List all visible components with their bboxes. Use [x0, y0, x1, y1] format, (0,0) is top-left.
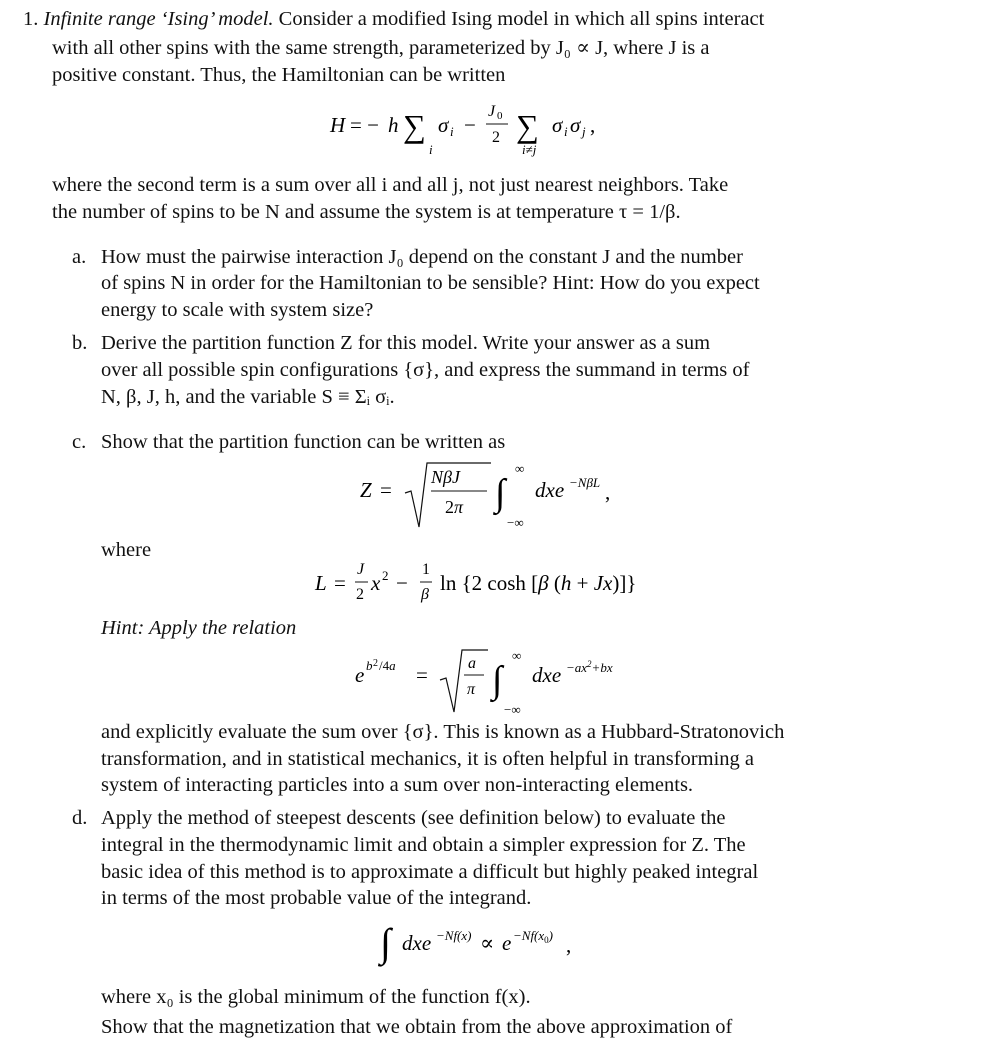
problem-after-line1: where the second term is a sum over all i and all j, not just nearest neighbors. Take — [52, 174, 729, 196]
svg-text:,: , — [590, 113, 596, 137]
part-c-line1: Show that the partition function can be written as — [101, 431, 506, 453]
svg-text:∫: ∫ — [495, 472, 506, 514]
problem-title: Infinite range ‘Ising’ model. — [43, 8, 274, 30]
svg-text:,: , — [566, 933, 572, 957]
svg-text:σ: σ — [438, 113, 449, 137]
svg-text:2π: 2π — [445, 497, 464, 517]
part-d-after: where x₀ is the global minimum of the function f(x). — [101, 986, 531, 1008]
part-c-after3: system of interacting particles into a sum over non-interacting elements. — [101, 774, 694, 796]
svg-text:a: a — [468, 655, 476, 672]
svg-text:−Nf(x0): $-Nf(x_0)$ — [513, 928, 553, 945]
svg-text:i: i — [564, 124, 568, 139]
hubbard-stratonovich-equation — [350, 640, 650, 725]
part-d-line3: basic idea of this method is to approximate a difficult but highly peaked integral — [101, 861, 759, 883]
problem-intro-line3: positive constant. Thus, the Hamiltonian can be written — [52, 64, 506, 86]
svg-text:2: 2 — [373, 658, 378, 669]
part-a-line1: How must the pairwise interaction J₀ depend on the constant J and the number — [101, 246, 743, 268]
svg-text:∞: ∞ — [515, 461, 525, 476]
part-d-line2: integral in the thermodynamic limit and obtain a simpler expression for Z. The — [101, 834, 746, 856]
svg-text:−∞: −∞ — [507, 515, 524, 530]
part-b-label: b. — [72, 332, 88, 354]
svg-text:Z: Z — [360, 478, 372, 502]
part-d-cutoff: Show that the magnetization that we obtain from the above approximation of — [101, 1016, 733, 1038]
svg-text:J: J — [488, 103, 496, 120]
svg-text:i≠j: i≠j — [522, 142, 537, 157]
part-b-line2: over all possible spin configurations {σ}, and express the summand in terms of — [101, 359, 750, 381]
part-c-where: where — [101, 539, 152, 561]
svg-text:∞: ∞ — [512, 648, 522, 663]
svg-text:= −: = − — [350, 113, 379, 137]
svg-text:∫: ∫ — [492, 659, 503, 701]
svg-text:H: H — [330, 113, 346, 137]
svg-text:ln {2 cosh [β (h + Jx)]}: ln {2 cosh [β (h + Jx)]} — [440, 571, 637, 595]
part-d-label: d. — [72, 807, 88, 829]
part-a-label: a. — [72, 246, 87, 268]
svg-text:dxe: dxe — [532, 663, 562, 687]
svg-text:2: 2 — [356, 586, 364, 603]
part-c-hint: Hint: Apply the relation — [101, 617, 297, 639]
svg-text:e: e — [502, 931, 512, 955]
svg-text:/4a: /4a — [379, 658, 396, 673]
cutoff-line-container — [0, 1014, 1002, 1038]
svg-text:σ: σ — [570, 113, 581, 137]
part-c-label: c. — [72, 431, 87, 453]
svg-text:x: x — [371, 571, 381, 595]
svg-text:−: − — [464, 113, 476, 137]
steepest-descent-equation — [380, 912, 640, 982]
problem-after-line2: the number of spins to be N and assume the system is at temperature τ = 1/β. — [52, 201, 681, 223]
svg-text:2: 2 — [382, 568, 389, 583]
svg-text:NβJ: NβJ — [431, 467, 460, 487]
svg-text:∫: ∫ — [380, 920, 391, 965]
svg-text:−: − — [396, 571, 408, 595]
svg-text:=: = — [334, 571, 346, 595]
svg-text:−ax2+bx: $-ax^2+bx$ — [566, 659, 613, 675]
svg-text:π: π — [467, 681, 476, 698]
svg-text:2: 2 — [492, 129, 500, 146]
problem-intro-line2: with all other spins with the same strength, parameterized by J₀ ∝ J, where J is a — [52, 37, 710, 59]
svg-text:b: b — [366, 658, 373, 673]
svg-text:1: 1 — [422, 561, 430, 578]
svg-text:dxe: dxe — [535, 478, 565, 502]
svg-text:σ: σ — [552, 113, 563, 137]
part-c-after2: transformation, and in statistical mechanics, it is often helpful in transforming a — [101, 748, 754, 770]
part-b-line1: Derive the partition function Z for this model. Write your answer as a sum — [101, 332, 711, 354]
part-a-line2: of spins N in order for the Hamiltonian to be sensible? Hint: How do you expect — [101, 272, 760, 294]
svg-text:dxe: dxe — [402, 931, 432, 955]
hamiltonian-equation — [320, 94, 660, 169]
svg-text:∑: ∑ — [516, 108, 539, 144]
svg-text:h: h — [388, 113, 399, 137]
svg-text:=: = — [380, 478, 392, 502]
part-d-line4: in terms of the most probable value of the integrand. — [101, 887, 532, 909]
svg-text:0: 0 — [497, 110, 503, 122]
svg-text:i: i — [450, 124, 454, 139]
svg-text:∝: ∝ — [480, 931, 495, 955]
problem-intro-line1 — [23, 6, 764, 33]
svg-text:−NβL: −NβL — [569, 475, 601, 490]
L-equation — [310, 552, 710, 617]
svg-text:J: J — [357, 561, 365, 578]
svg-text:,: , — [605, 480, 611, 504]
svg-text:β: β — [421, 586, 429, 603]
partition-function-equation — [355, 455, 655, 540]
part-a-line3: energy to scale with system size? — [101, 299, 374, 321]
problem-intro-rest: Consider a modified Ising model in which all spins interact — [273, 8, 765, 30]
part-b-line3: N, β, J, h, and the variable S ≡ Σᵢ σᵢ. — [101, 386, 395, 408]
part-c-after1: and explicitly evaluate the sum over {σ}. This is known as a Hubbard-Stratonovich — [101, 721, 785, 743]
svg-text:L: L — [315, 571, 327, 595]
svg-text:j: j — [582, 124, 586, 139]
svg-text:i: i — [429, 142, 433, 157]
svg-text:∑: ∑ — [403, 108, 426, 144]
svg-text:−∞: −∞ — [504, 702, 521, 717]
part-d-line1: Apply the method of steepest descents (see definition below) to evaluate the — [101, 807, 726, 829]
svg-text:e: e — [355, 663, 365, 687]
svg-text:−Nf(x): −Nf(x) — [436, 928, 472, 943]
svg-text:=: = — [416, 663, 428, 687]
problem-number: 1. — [23, 8, 39, 30]
